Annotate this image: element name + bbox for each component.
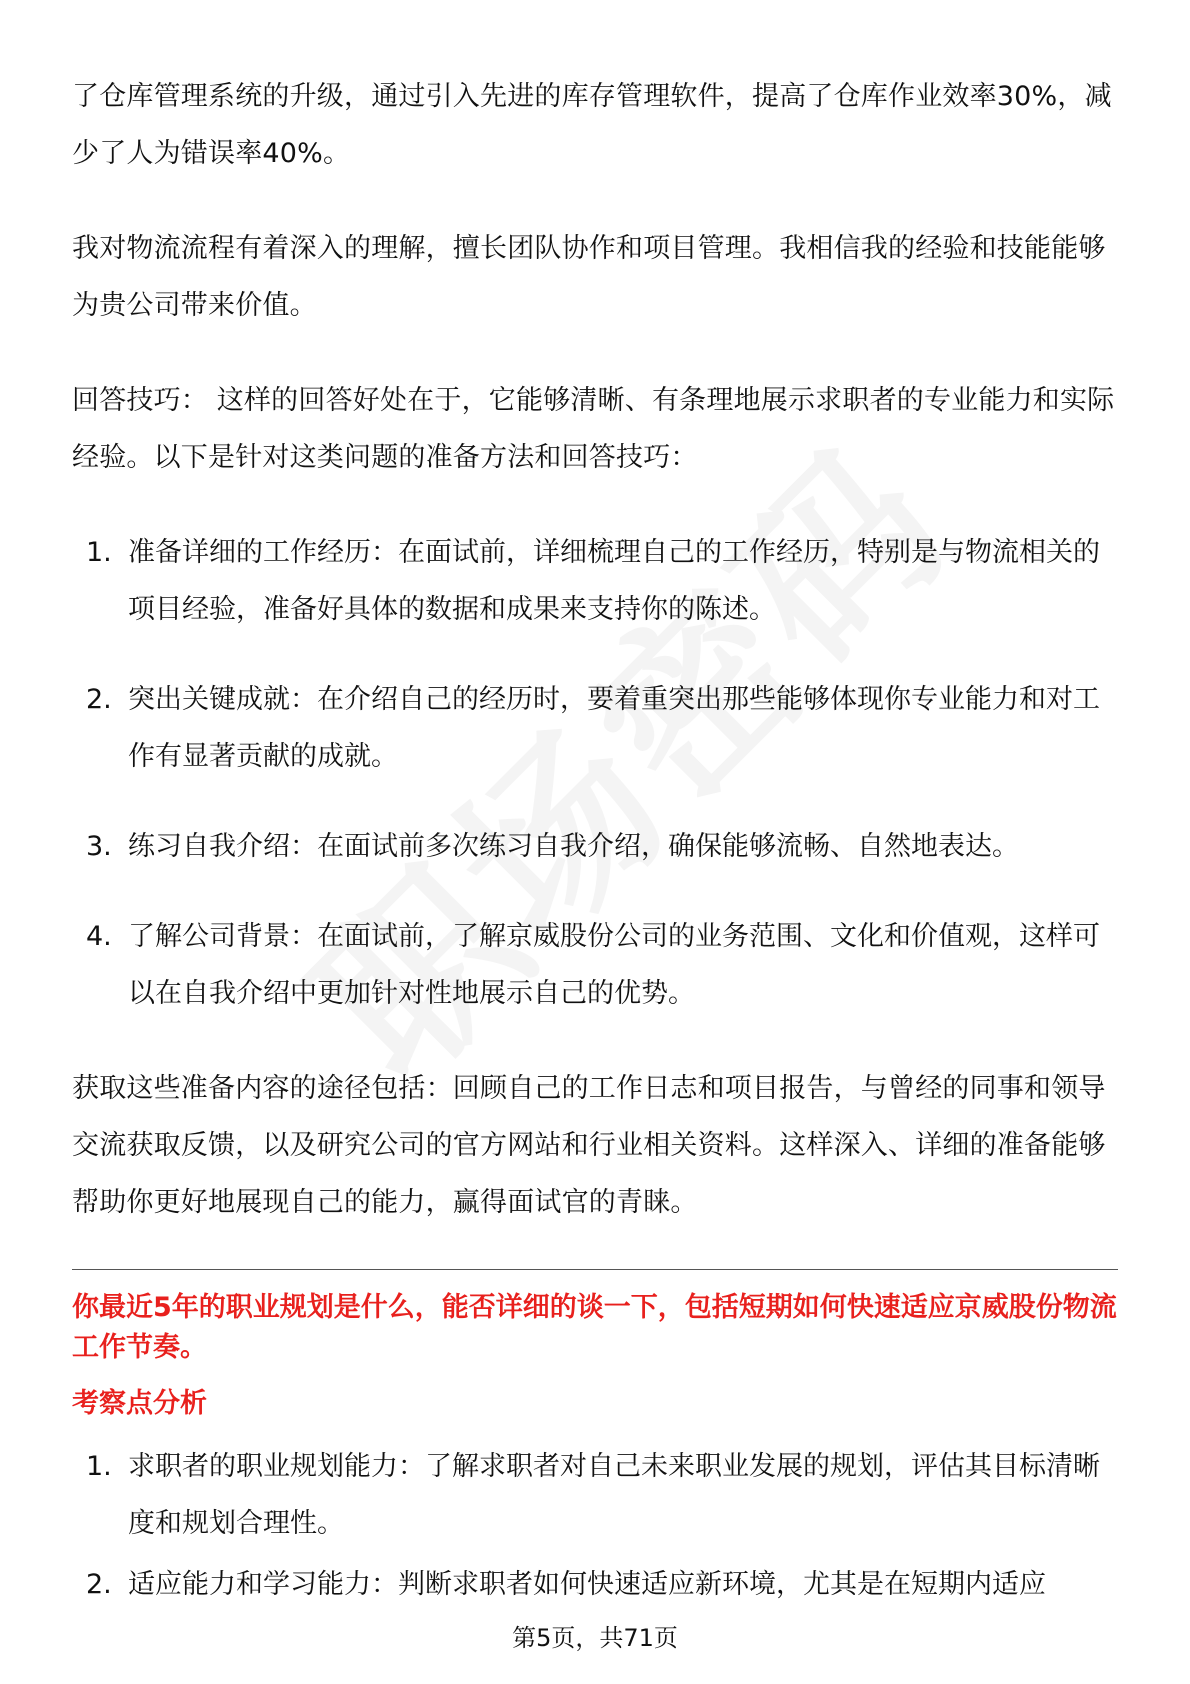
paragraph: 我对物流流程有着深入的理解，擅长团队协作和项目管理。我相信我的经验和技能能够为贵公司带来价值。 [72, 233, 1106, 321]
list-item [72, 1438, 1118, 1552]
tips-list [72, 524, 1118, 1022]
list-item-text: 求职者的职业规划能力：了解求职者对自己未来职业发展的规划，评估其目标清晰度和规划合理性。 [128, 1451, 1100, 1539]
list-number: 1. [86, 537, 112, 568]
list-item [72, 524, 1118, 638]
list-item [72, 671, 1118, 785]
list-item [72, 818, 1118, 875]
list-item [72, 908, 1118, 1022]
interview-question: 你最近5年的职业规划是什么，能否详细的谈一下，包括短期如何快速适应京威股份物流工作节奏。 [72, 1292, 1117, 1363]
list-number: 4. [86, 921, 112, 952]
list-number: 2. [86, 1569, 112, 1600]
analysis-heading: 考察点分析 [72, 1388, 207, 1419]
paragraph: 了仓库管理系统的升级，通过引入先进的库存管理软件，提高了仓库作业效率30%，减少了人为错误率40%。 [72, 81, 1112, 169]
list-item-text: 适应能力和学习能力：判断求职者如何快速适应新环境，尤其是在短期内适应 [128, 1569, 1046, 1600]
list-number: 2. [86, 684, 112, 715]
list-number: 1. [86, 1451, 112, 1482]
analysis-list [72, 1438, 1118, 1613]
list-item [72, 1556, 1118, 1613]
list-item-text: 了解公司背景：在面试前，了解京威股份公司的业务范围、文化和价值观，这样可以在自我介绍中更加针对性地展示自己的优势。 [128, 921, 1100, 1009]
page-footer: 第5页，共71页 [512, 1624, 678, 1652]
paragraph: 回答技巧： 这样的回答好处在于，它能够清晰、有条理地展示求职者的专业能力和实际经验。以下是针对这类问题的准备方法和回答技巧： [72, 385, 1115, 473]
closing-paragraph: 获取这些准备内容的途径包括：回顾自己的工作日志和项目报告，与曾经的同事和领导交流获取反馈，以及研究公司的官方网站和行业相关资料。这样深入、详细的准备能够帮助你更好地展现自己的能力，赢得面试官的青睐。 [72, 1073, 1106, 1218]
list-item-text: 突出关键成就：在介绍自己的经历时，要着重突出那些能够体现你专业能力和对工作有显著贡献的成就。 [128, 684, 1100, 772]
section-divider [72, 1269, 1118, 1270]
list-item-text: 练习自我介绍：在面试前多次练习自我介绍，确保能够流畅、自然地表达。 [128, 831, 1019, 862]
page-content [72, 68, 1118, 1651]
list-item-text: 准备详细的工作经历：在面试前，详细梳理自己的工作经历，特别是与物流相关的项目经验，准备好具体的数据和成果来支持你的陈述。 [128, 537, 1100, 625]
list-number: 3. [86, 831, 112, 862]
